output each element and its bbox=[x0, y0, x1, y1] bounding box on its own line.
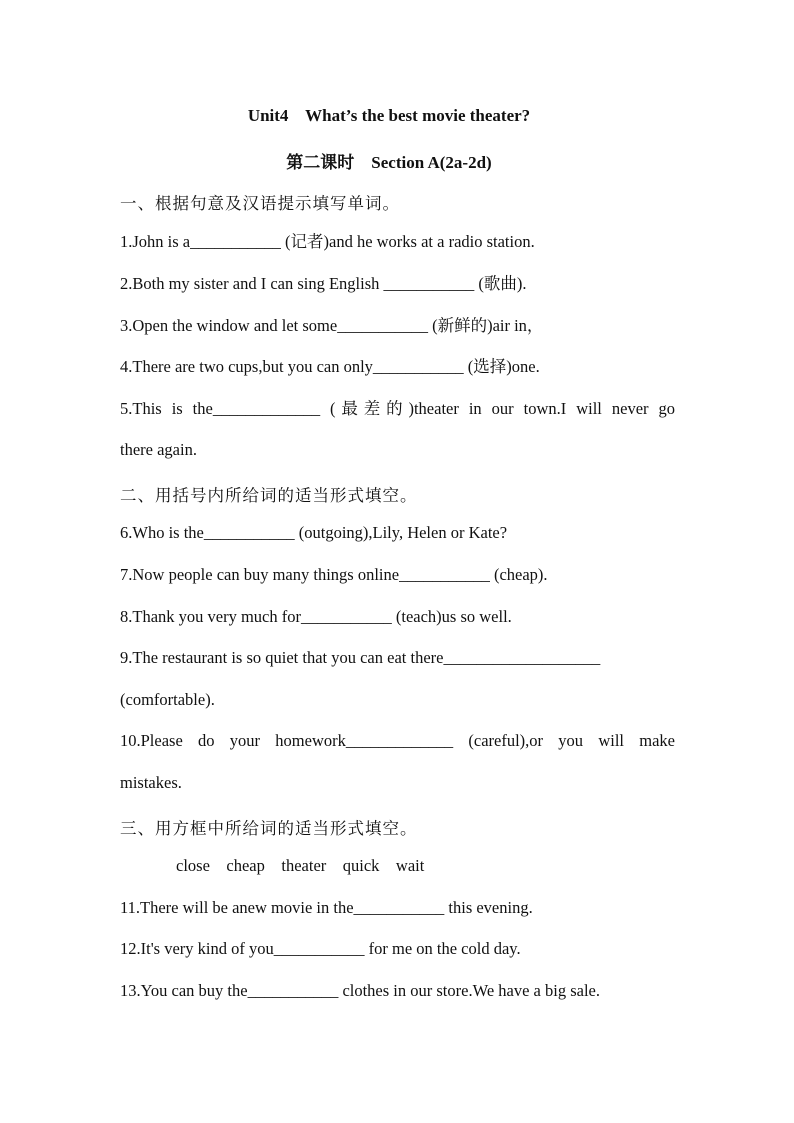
section-2-heading: 二、用括号内所给词的适当形式填空。 bbox=[120, 486, 418, 505]
question-2: 2.Both my sister and I can sing English ___________ (歌曲). bbox=[120, 274, 527, 293]
question-3: 3.Open the window and let some___________ (新鲜的)air in， bbox=[120, 316, 544, 335]
question-5-line-2: there again. bbox=[120, 440, 197, 459]
section-1-heading: 一、根据句意及汉语提示填写单词。 bbox=[120, 194, 400, 213]
question-8: 8.Thank you very much for___________ (teach)us so well. bbox=[120, 607, 512, 626]
question-5-line-1: 5.This is the_____________ (最差的)theater in our town.I will never go bbox=[120, 399, 675, 418]
question-12: 12.It's very kind of you___________ for me on the cold day. bbox=[120, 939, 521, 958]
question-4: 4.There are two cups,but you can only___________ (选择)one. bbox=[120, 357, 540, 376]
question-9-line-1: 9.The restaurant is so quiet that you can eat there___________________ bbox=[120, 648, 601, 667]
question-1: 1.John is a___________ (记者)and he works at a radio station. bbox=[120, 232, 535, 251]
question-10-line-1: 10.Please do your homework_____________ (careful),or you will make bbox=[120, 731, 675, 750]
question-6: 6.Who is the___________ (outgoing),Lily, Helen or Kate? bbox=[120, 523, 508, 542]
question-11: 11.There will be anew movie in the___________ this evening. bbox=[120, 898, 533, 917]
question-9-line-2: (comfortable). bbox=[120, 690, 215, 709]
unit-title: Unit4 What’s the best movie theater? bbox=[247, 106, 531, 125]
question-10-line-2: mistakes. bbox=[120, 773, 182, 792]
question-7: 7.Now people can buy many things online___________ (cheap). bbox=[120, 565, 548, 584]
question-13: 13.You can buy the___________ clothes in our store.We have a big sale. bbox=[120, 981, 600, 1000]
section-3-heading: 三、用方框中所给词的适当形式填空。 bbox=[120, 819, 418, 838]
lesson-subtitle: 第二课时 Section A(2a-2d) bbox=[286, 153, 492, 172]
word-box: close cheap theater quick wait bbox=[176, 856, 425, 875]
